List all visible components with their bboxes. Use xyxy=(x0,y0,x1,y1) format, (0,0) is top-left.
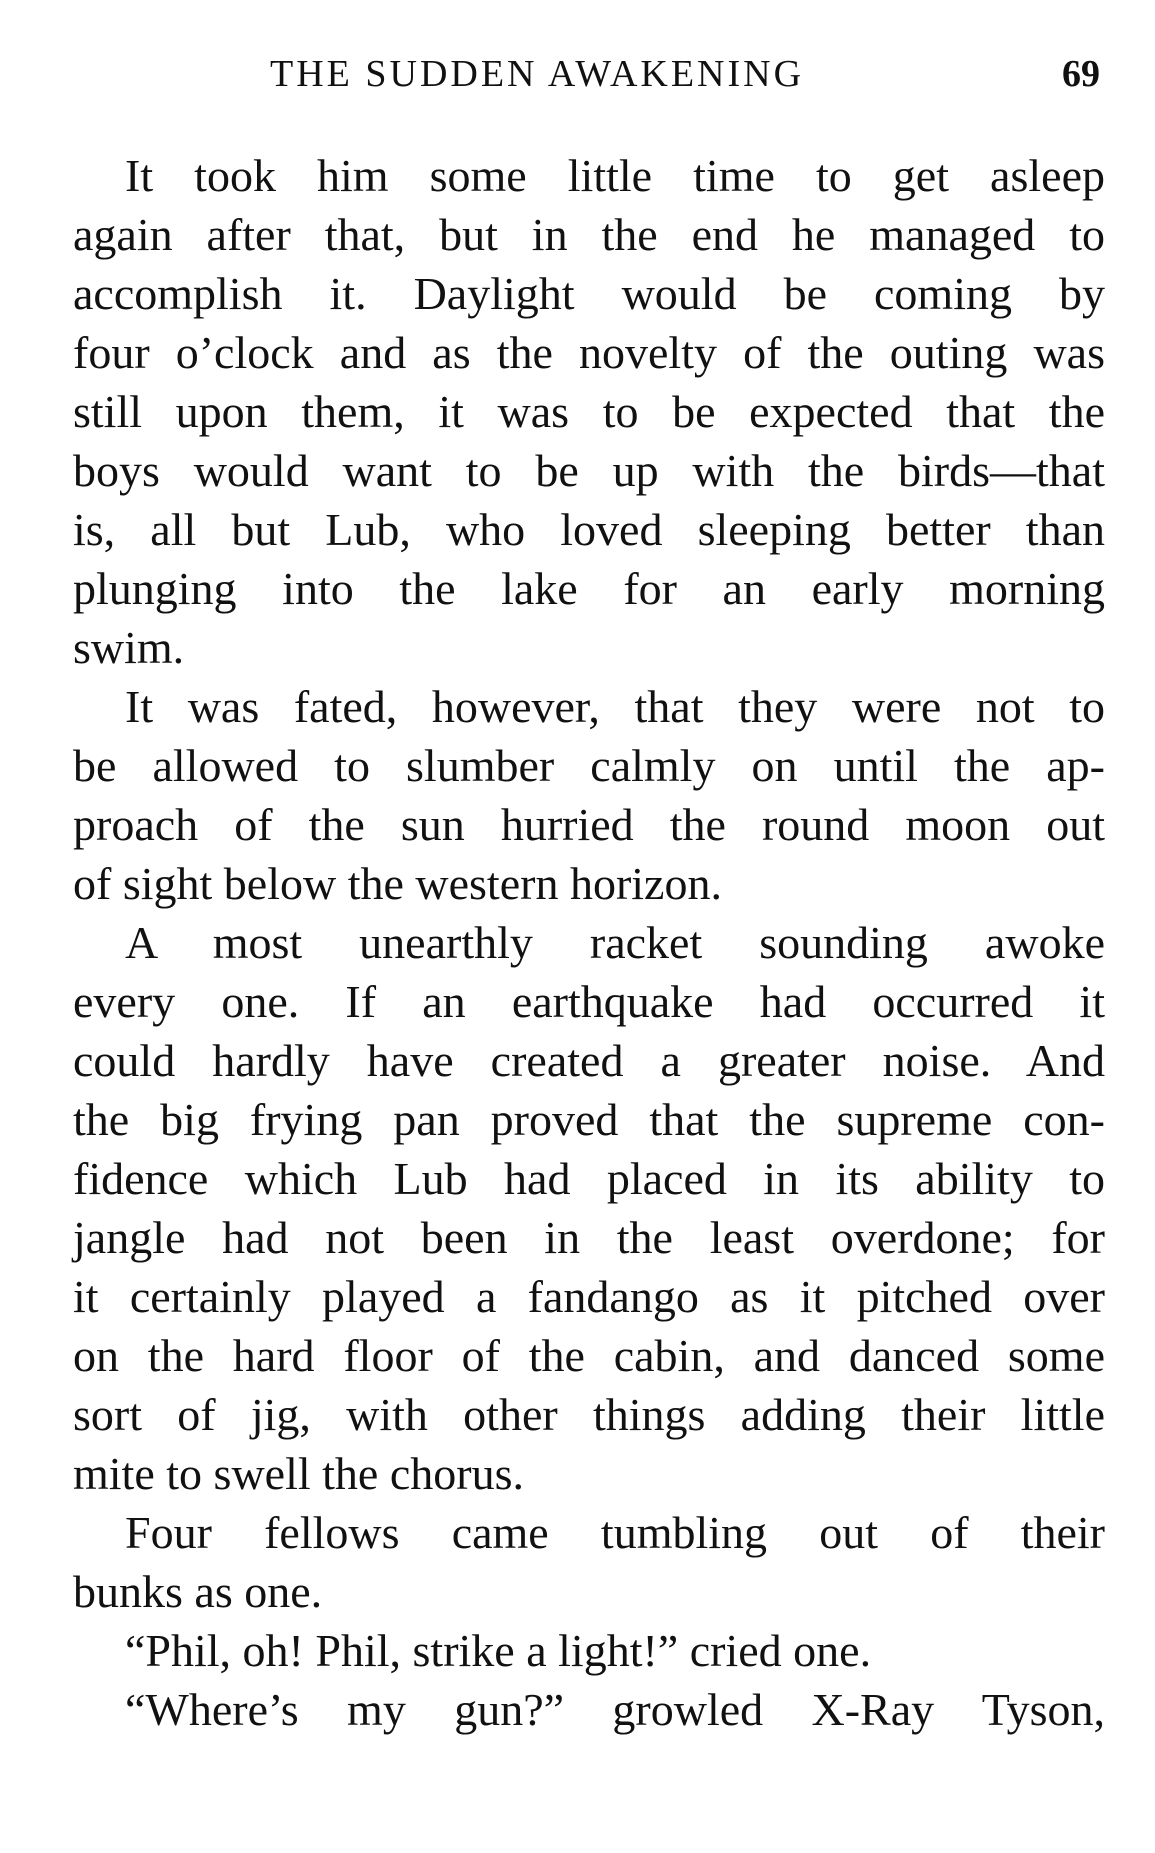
text-line: is, all but Lub, who loved sleeping better than xyxy=(73,504,1105,555)
text-line: could hardly have created a greater noise. And xyxy=(73,1035,1105,1086)
paragraph-3 xyxy=(73,913,1105,1503)
text-line: fidence which Lub had placed in its ability to xyxy=(73,1153,1105,1204)
text-line: plunging into the lake for an early morning xyxy=(73,563,1105,614)
text-line: “Where’s my gun?” growled X-Ray Tyson, xyxy=(125,1684,1105,1735)
text-line: mite to swell the chorus. xyxy=(73,1448,524,1499)
text-line: the big frying pan proved that the supreme con- xyxy=(73,1094,1105,1145)
text-line: It took him some little time to get asleep xyxy=(125,150,1105,201)
body-text xyxy=(73,146,1105,1739)
text-line: proach of the sun hurried the round moon out xyxy=(73,799,1105,850)
page-number: 69 xyxy=(1062,53,1100,95)
text-line: still upon them, it was to be expected that the xyxy=(73,386,1105,437)
text-line: bunks as one. xyxy=(73,1566,323,1617)
running-head xyxy=(270,52,1100,112)
text-line: of sight below the western horizon. xyxy=(73,858,722,909)
text-line: be allowed to slumber calmly on until the ap- xyxy=(73,740,1105,791)
text-line: four o’clock and as the novelty of the outing was xyxy=(73,327,1105,378)
text-line: Four fellows came tumbling out of their xyxy=(125,1507,1105,1558)
text-line: accomplish it. Daylight would be coming by xyxy=(73,268,1105,319)
text-line: swim. xyxy=(73,622,185,673)
text-line: A most unearthly racket sounding awoke xyxy=(125,917,1105,968)
text-line: it certainly played a fandango as it pitched over xyxy=(73,1271,1105,1322)
text-line: “Phil, oh! Phil, strike a light!” cried one. xyxy=(125,1625,872,1676)
text-line: jangle had not been in the least overdone; for xyxy=(73,1212,1105,1263)
text-line: again after that, but in the end he managed to xyxy=(73,209,1105,260)
running-title: THE SUDDEN AWAKENING xyxy=(270,53,805,95)
text-line: It was fated, however, that they were not to xyxy=(125,681,1105,732)
paragraph-5 xyxy=(73,1621,1105,1680)
paragraph-6 xyxy=(73,1680,1105,1739)
text-line: on the hard floor of the cabin, and danced some xyxy=(73,1330,1105,1381)
paragraph-4 xyxy=(73,1503,1105,1621)
paragraph-1 xyxy=(73,146,1105,677)
paragraph-2 xyxy=(73,677,1105,913)
text-line: every one. If an earthquake had occurred it xyxy=(73,976,1105,1027)
text-line: sort of jig, with other things adding their little xyxy=(73,1389,1105,1440)
text-line: boys would want to be up with the birds—that xyxy=(73,445,1105,496)
